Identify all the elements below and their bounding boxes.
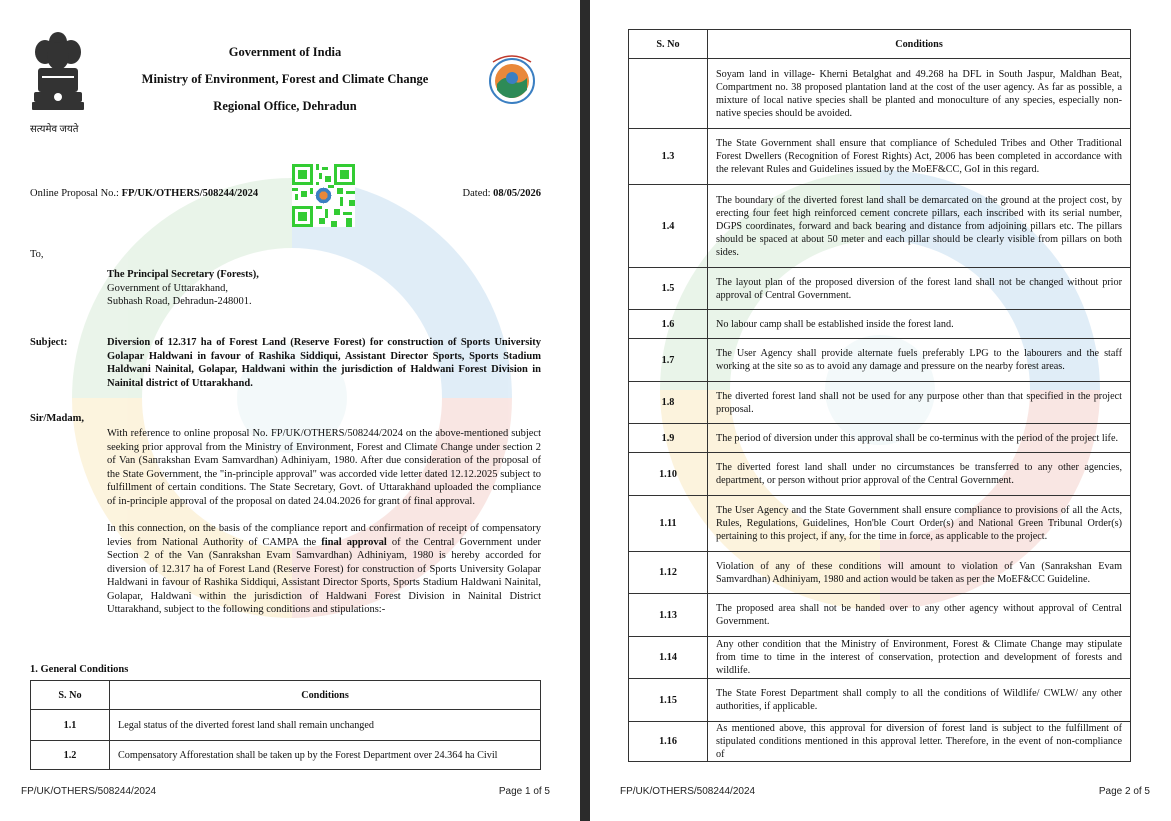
proposal-label: Online Proposal No.: [30, 188, 119, 199]
header-ministry: Ministry of Environment, Forest and Climate Change [141, 72, 429, 86]
table-row [31, 741, 541, 770]
table-row [629, 496, 1131, 552]
row-sno: 1.4 [629, 185, 708, 268]
row-condition: No labour camp shall be established inside the forest land. [708, 310, 1131, 339]
row-sno: 1.10 [629, 453, 708, 496]
table-row [31, 710, 541, 741]
document-page-1 [0, 0, 580, 821]
table-row [629, 453, 1131, 496]
table-row [629, 268, 1131, 310]
qr-code [292, 164, 355, 227]
row-sno: 1.7 [629, 339, 708, 382]
row-condition: Soyam land in village- Kherni Betalghat and 49.268 ha DFL in South Jaspur, Maldhan Beat, Compartment no. 38 proposed plantation land at the cost of the user agency. As far as possible, a mixture of local native species shall be planted and monoculture of any species, especially non-native species should be avoided. [708, 59, 1131, 129]
row-sno: 1.15 [629, 679, 708, 722]
row-condition: Compensatory Afforestation shall be taken up by the Forest Department over 24.364 ha Civil [110, 741, 541, 770]
final-approval-text: final approval [321, 536, 387, 548]
row-condition: The diverted forest land shall under no circumstances be transferred to any other agencies, department, or person without prior approval of the Central Government. [708, 453, 1131, 496]
row-sno: 1.2 [31, 741, 110, 770]
addressee-line-2: Government of Uttarakhand, [107, 283, 229, 294]
proposal-number: FP/UK/OTHERS/508244/2024 [121, 188, 259, 199]
dated-label: Dated: [462, 188, 491, 199]
body-paragraph-2: In this connection, on the basis of the compliance report and confirmation of receipt of compensatory levies from National Authority of CAMPA the final approval of the Central Government under Section 2 of the Van (Sanrakshan Evam Samvardhan) Adhiniyam, 1980 is hereby accorded for diversion of 12.317 ha of Forest Land (Reserve Forest) for construction of Sports University Golapar Haldwani in favour of Rashika Siddiqui, Assistant Director Sports, Sports Stadium Haldwani Nainital, Golapar, Haldwani within the jurisdiction of Haldwani Forest Division in Nainital District Uttarakhand, subject to the following conditions and stipulations:- [107, 523, 541, 615]
table-row [629, 722, 1131, 762]
header-government: Government of India [228, 45, 342, 59]
row-sno: 1.16 [629, 722, 708, 762]
emblem-caption: सत्यमेव जयते [30, 124, 79, 135]
row-condition: Any other condition that the Ministry of Environment, Forest & Climate Change may stipulate from time to time in the interest of conservation, protection and development of forests and wildlife. [708, 637, 1131, 679]
table-row [629, 382, 1131, 424]
addressee-line-3: Subhash Road, Dehradun-248001. [107, 296, 252, 307]
header-conditions: Conditions [110, 681, 541, 710]
header-regional-office: Regional Office, Dehradun [213, 99, 357, 113]
conditions-table-page-2 [628, 29, 1131, 762]
row-condition: The period of diversion under this approval shall be co-terminus with the period of the project life. [708, 424, 1131, 453]
header-conditions: Conditions [708, 30, 1131, 59]
table-row [629, 185, 1131, 268]
table-header-row [629, 30, 1131, 59]
subject-text: Diversion of 12.317 ha of Forest Land (Reserve Forest) for construction of Sports University Golapar Haldwani in favour of Rashika Siddiqui, Assistant Director Sports, Sports Stadium Haldwani Nainital, Golapar, Haldwani within the jurisdiction of Haldwani Forest Division in Nainital district of Uttarakhand. [107, 337, 541, 389]
moefcc-logo-icon [483, 50, 541, 108]
row-condition: Violation of any of these conditions will amount to violation of Van (Sanrakshan Evam Samvardhan) Adhiniyam, 1980 and action would be taken as per the MoEF&CC Guideline. [708, 552, 1131, 594]
row-condition: The State Government shall ensure that compliance of Scheduled Tribes and Other Traditional Forest Dwellers (Recognition of Forest Rights) Act, 2006 has been completed in accordance with the relevant Rules and Guidelines issued by the MoEF&CC, GoI in this regard. [708, 129, 1131, 185]
row-sno: 1.6 [629, 310, 708, 339]
document-page-2 [590, 0, 1171, 821]
row-sno: 1.8 [629, 382, 708, 424]
proposal-number-line [30, 188, 258, 199]
table-row [629, 637, 1131, 679]
dated-value: 08/05/2026 [493, 188, 541, 199]
row-sno: 1.14 [629, 637, 708, 679]
footer-page-number: Page 1 of 5 [498, 786, 550, 797]
table-row [629, 424, 1131, 453]
row-condition: The boundary of the diverted forest land shall be demarcated on the ground at the project cost, by erecting four feet high reinforced cement concrete pillars, each inscribed with its serial number, DGPS coordinates, forward and back bearing and distance from adjoining pillars etc. The pillars should be spaced at about 50 meter and each pillar should be clearly visible from pillars on both sides. [708, 185, 1131, 268]
table-row [629, 552, 1131, 594]
row-sno: 1.9 [629, 424, 708, 453]
footer-page-number: Page 2 of 5 [1098, 786, 1150, 797]
row-sno: 1.13 [629, 594, 708, 637]
row-condition: The User Agency shall provide alternate fuels preferably LPG to the labourers and the staff working at the site so as to avoid any damage and pressure on the nearby forest areas. [708, 339, 1131, 382]
row-sno: 1.12 [629, 552, 708, 594]
dated-line [463, 188, 541, 199]
addressee-title: The Principal Secretary (Forests), [107, 269, 259, 280]
header-sno: S. No [629, 30, 708, 59]
table-row [629, 594, 1131, 637]
to-label: To, [30, 249, 44, 260]
row-condition: The diverted forest land shall not be used for any purpose other than that specified in the project proposal. [708, 382, 1131, 424]
table-row [629, 679, 1131, 722]
table-row [629, 310, 1131, 339]
row-condition: Legal status of the diverted forest land shall remain unchanged [110, 710, 541, 741]
row-condition: As mentioned above, this approval for diversion of forest land is subject to the fulfillment of stipulated conditions mentioned in this approval letter. Therefore, in the event of non-compliance of [708, 722, 1131, 762]
row-condition: The proposed area shall not be handed over to any other agency without approval of Central Government. [708, 594, 1131, 637]
table-row [629, 339, 1131, 382]
page-gutter [580, 0, 590, 821]
row-condition: The State Forest Department shall comply to all the conditions of Wildlife/ CWLW/ any other authorities, if applicable. [708, 679, 1131, 722]
national-emblem-icon [28, 28, 88, 120]
row-sno: 1.11 [629, 496, 708, 552]
row-condition: The layout plan of the proposed diversion of the forest land shall not be changed without prior approval of Central Government. [708, 268, 1131, 310]
table-row [629, 129, 1131, 185]
row-sno: 1.5 [629, 268, 708, 310]
body-paragraph-1: With reference to online proposal No. FP/UK/OTHERS/508244/2024 on the above-mentioned subject seeking prior approval from the Ministry of Environment, Forest and Climate Change under section 2 of Van (Sanrakshan Evam Samvardhan) Adhiniyam, 1980. After due consideration of the proposal of the State Government, the "in-principle approval" was accorded vide letter dated 12.12.2025 subject to fulfillment of certain conditions. The State Secretary, Govt. of Uttarakhand uploaded the compliance of in-principle approval of the proposal on dated 24.04.2026 for grant of final approval. [107, 428, 541, 507]
footer-proposal-number: FP/UK/OTHERS/508244/2024 [21, 786, 157, 797]
table-header-row [31, 681, 541, 710]
conditions-table-page-1 [30, 680, 541, 770]
header-sno: S. No [31, 681, 110, 710]
salutation: Sir/Madam, [30, 413, 84, 424]
row-sno [629, 59, 708, 129]
table-row [629, 59, 1131, 129]
footer-proposal-number: FP/UK/OTHERS/508244/2024 [620, 786, 756, 797]
section-title-general-conditions: 1. General Conditions [30, 664, 129, 675]
row-condition: The User Agency and the State Government shall ensure compliance to provisions of all the Acts, Rules, Regulations, Guidelines, Hon'ble Court Order(s) and National Green Tribunal Order(s) pertaining to this project, if any, for the time in force, as applicable to the project. [708, 496, 1131, 552]
subject-label: Subject: [30, 337, 68, 348]
row-sno: 1.3 [629, 129, 708, 185]
row-sno: 1.1 [31, 710, 110, 741]
